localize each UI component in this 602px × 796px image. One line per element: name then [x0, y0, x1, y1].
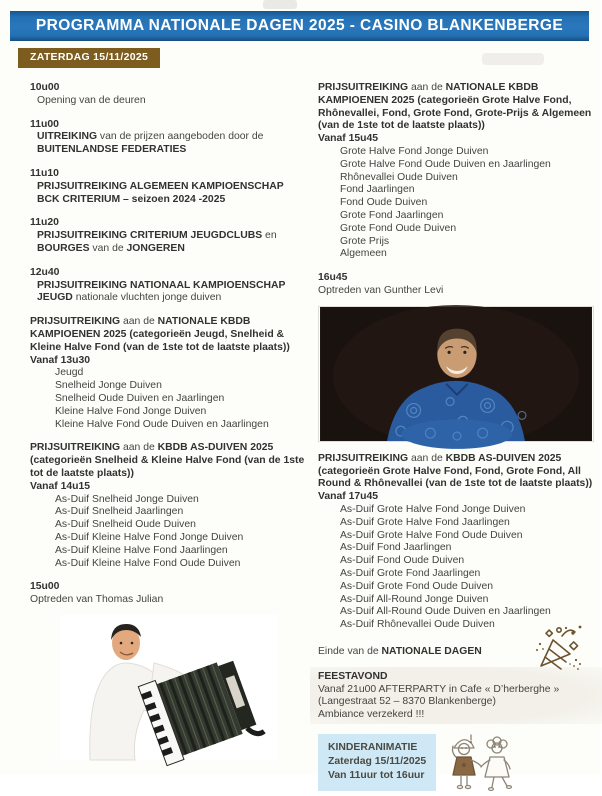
text-segment: aan de: [408, 82, 446, 93]
left-column: [30, 76, 307, 760]
text-segment: Einde van de: [318, 645, 382, 657]
category-item: As-Duif All-Round Jonge Duiven: [340, 593, 489, 605]
text-segment: aan de: [408, 452, 446, 464]
entry-description: [37, 181, 307, 207]
category-item: As-Duif All-Round Oude Duiven en Jaarlingen: [340, 606, 551, 618]
feest-title: FEESTAVOND: [318, 670, 388, 682]
page-title: PROGRAMMA NATIONALE DAGEN 2025 - CASINO BLANKENBERGE: [35, 16, 564, 34]
category-item: Grote Fond Jaarlingen: [340, 209, 444, 221]
category-item: Fond Oude Duiven: [340, 197, 428, 209]
kinderanimatie-box: [318, 734, 436, 791]
date-badge: ZATERDAG 15/11/2025: [18, 48, 160, 68]
entry-time: 16u45: [318, 272, 348, 284]
entry-time: 11u10: [30, 167, 59, 179]
text-segment-bold: KBDB AS-DUIVEN 2025 (categorieën Grote Halve Fond, Fond, Grote Fond, All Round & Rhônevallei (van de 1ste tot de laatste plaats)): [318, 452, 593, 490]
category-list: [318, 504, 594, 632]
category-list: [30, 367, 307, 431]
entry-time: 15u00: [30, 581, 60, 593]
right-column: [318, 76, 594, 796]
category-item: As-Duif Snelheid Jonge Duiven: [55, 493, 199, 505]
category-item: Kleine Halve Fond Oude Duiven en Jaarlingen: [55, 418, 269, 430]
category-item: As-Duif Fond Oude Duiven: [340, 555, 465, 567]
text-segment-bold: PRIJSUITREIKING: [318, 82, 409, 93]
category-item: Grote Halve Fond Oude Duiven en Jaarlingen: [340, 158, 551, 170]
feest-line: Ambiance verzekerd !!!: [318, 709, 425, 721]
header-banner: [10, 11, 589, 41]
kids-date: Zaterdag 15/11/2025: [328, 755, 427, 767]
text-segment-bold: PRIJSUITREIKING: [30, 442, 121, 454]
text-segment: van de: [89, 242, 127, 254]
category-item: Rhônevallei Oude Duiven: [340, 171, 458, 183]
entry-time: 11u20: [30, 217, 59, 229]
text-segment-bold: PRIJSUITREIKING ALGEMEEN KAMPIOENSCHAP BCK CRITERIUM – seizoen 2024 -2025: [37, 180, 284, 205]
category-item: Grote Prijs: [340, 235, 390, 247]
text-segment-bold: PRIJSUITREIKING NATIONAAL KAMPIOENSCHAP JEUGD: [37, 279, 286, 304]
text-segment: van de prijzen aangeboden door de: [97, 131, 264, 143]
category-list: [30, 494, 307, 571]
category-item: As-Duif Grote Halve Fond Jaarlingen: [340, 516, 510, 528]
category-item: Grote Halve Fond Jonge Duiven: [340, 145, 489, 157]
category-item: Kleine Halve Fond Jonge Duiven: [55, 405, 207, 417]
category-item: As-Duif Grote Halve Fond Oude Duiven: [340, 529, 523, 541]
vanaf-time: Vanaf 15u45: [318, 133, 379, 145]
category-item: As-Duif Grote Halve Fond Jonge Duiven: [340, 503, 526, 515]
party-popper-icon: [532, 620, 586, 676]
text-segment-bold: UITREIKING: [37, 131, 98, 143]
entry-description: Optreden van Thomas Julian: [30, 594, 164, 606]
category-item: As-Duif Kleine Halve Fond Jonge Duiven: [55, 531, 244, 543]
category-item: As-Duif Fond Jaarlingen: [340, 542, 452, 554]
vanaf-time: Vanaf 13u30: [30, 354, 91, 366]
children-drawing-icon: [444, 732, 518, 796]
category-item: Algemeen: [340, 248, 387, 260]
category-item: Grote Fond Oude Duiven: [340, 222, 457, 234]
category-item: As-Duif Snelheid Jaarlingen: [55, 506, 184, 518]
entry-description: Opening van de deuren: [37, 94, 146, 106]
category-item: As-Duif Rhônevallei Oude Duiven: [340, 619, 495, 631]
entry-description: Optreden van Gunther Levi: [318, 284, 444, 296]
category-item: As-Duif Kleine Halve Fond Jaarlingen: [55, 544, 228, 556]
category-item: As-Duif Grote Fond Jaarlingen: [340, 567, 481, 579]
kinderanimatie-row: [318, 734, 594, 796]
text-segment: aan de: [120, 442, 158, 454]
feest-line: Vanaf 21u00 AFTERPARTY in Cafe « D’herberghe »: [318, 683, 560, 695]
category-item: As-Duif Snelheid Oude Duiven: [55, 519, 196, 531]
section-heading: [30, 316, 307, 354]
singer-photo: [319, 307, 593, 441]
vanaf-time: Vanaf 17u45: [318, 491, 379, 503]
category-item: Snelheid Jonge Duiven: [55, 380, 162, 392]
text-segment-bold: PRIJSUITREIKING: [30, 316, 121, 328]
photo-thomas-julian: [60, 615, 278, 760]
category-item: As-Duif Grote Fond Oude Duiven: [340, 580, 494, 592]
vanaf-time: Vanaf 14u15: [30, 480, 91, 492]
text-segment-bold: BOURGES: [37, 242, 90, 254]
category-list: [318, 146, 594, 261]
entry-description: [37, 131, 307, 157]
section-heading: [318, 453, 594, 491]
text-segment-bold: PRIJSUITREIKING: [318, 452, 409, 464]
text-segment-bold: NATIONALE KBDB KAMPIOENEN 2025 (categorieën Jeugd, Snelheid & Kleine Halve Fond (van de 1ste tot de laatste plaats)): [30, 316, 290, 353]
feest-line: (Langestraat 52 – 8370 Blankenberge): [318, 696, 496, 708]
category-item: Snelheid Oude Duiven en Jaarlingen: [55, 392, 225, 404]
einde-line: [318, 646, 594, 659]
text-segment-bold: JONGEREN: [126, 242, 185, 254]
text-segment: nationale vluchten jonge duiven: [72, 292, 222, 304]
text-segment: en: [262, 230, 277, 242]
scan-smudge: [263, 0, 297, 9]
section-heading: [30, 442, 307, 480]
category-item: Fond Jaarlingen: [340, 184, 415, 196]
text-segment-bold: BUITENLANDSE FEDERATIES: [37, 144, 187, 156]
kids-title: KINDERANIMATIE: [328, 741, 418, 753]
category-item: As-Duif Kleine Halve Fond Oude Duiven: [55, 557, 241, 569]
text-segment-bold: NATIONALE DAGEN: [381, 645, 482, 657]
text-segment-bold: KBDB AS-DUIVEN 2025 (categorieën Snelheid & Kleine Halve Fond (van de 1ste tot de laatste plaats)): [30, 442, 305, 479]
text-segment: aan de: [120, 316, 158, 328]
entry-time: 12u40: [30, 266, 60, 278]
section-heading: [318, 82, 594, 133]
accordion-player-photo: [60, 615, 278, 760]
entry-description: [37, 230, 307, 256]
entry-description: [37, 280, 307, 306]
scan-smudge: [482, 53, 544, 65]
kids-hours: Van 11uur tot 16uur: [328, 769, 425, 781]
text-segment-bold: NATIONALE KBDB KAMPIOENEN 2025 (categorieën Grote Halve Fond, Rhônevallei, Fond, Grote Fond, Grote-Prijs & Algemeen (van de 1ste tot de laatste plaats)): [318, 82, 592, 132]
text-segment-bold: PRIJSUITREIKING CRITERIUM JEUGDCLUBS: [37, 230, 263, 242]
entry-time: 11u00: [30, 118, 59, 130]
photo-gunther-levi: [318, 306, 594, 442]
entry-time: 10u00: [30, 82, 60, 93]
category-item: Jeugd: [55, 367, 84, 379]
